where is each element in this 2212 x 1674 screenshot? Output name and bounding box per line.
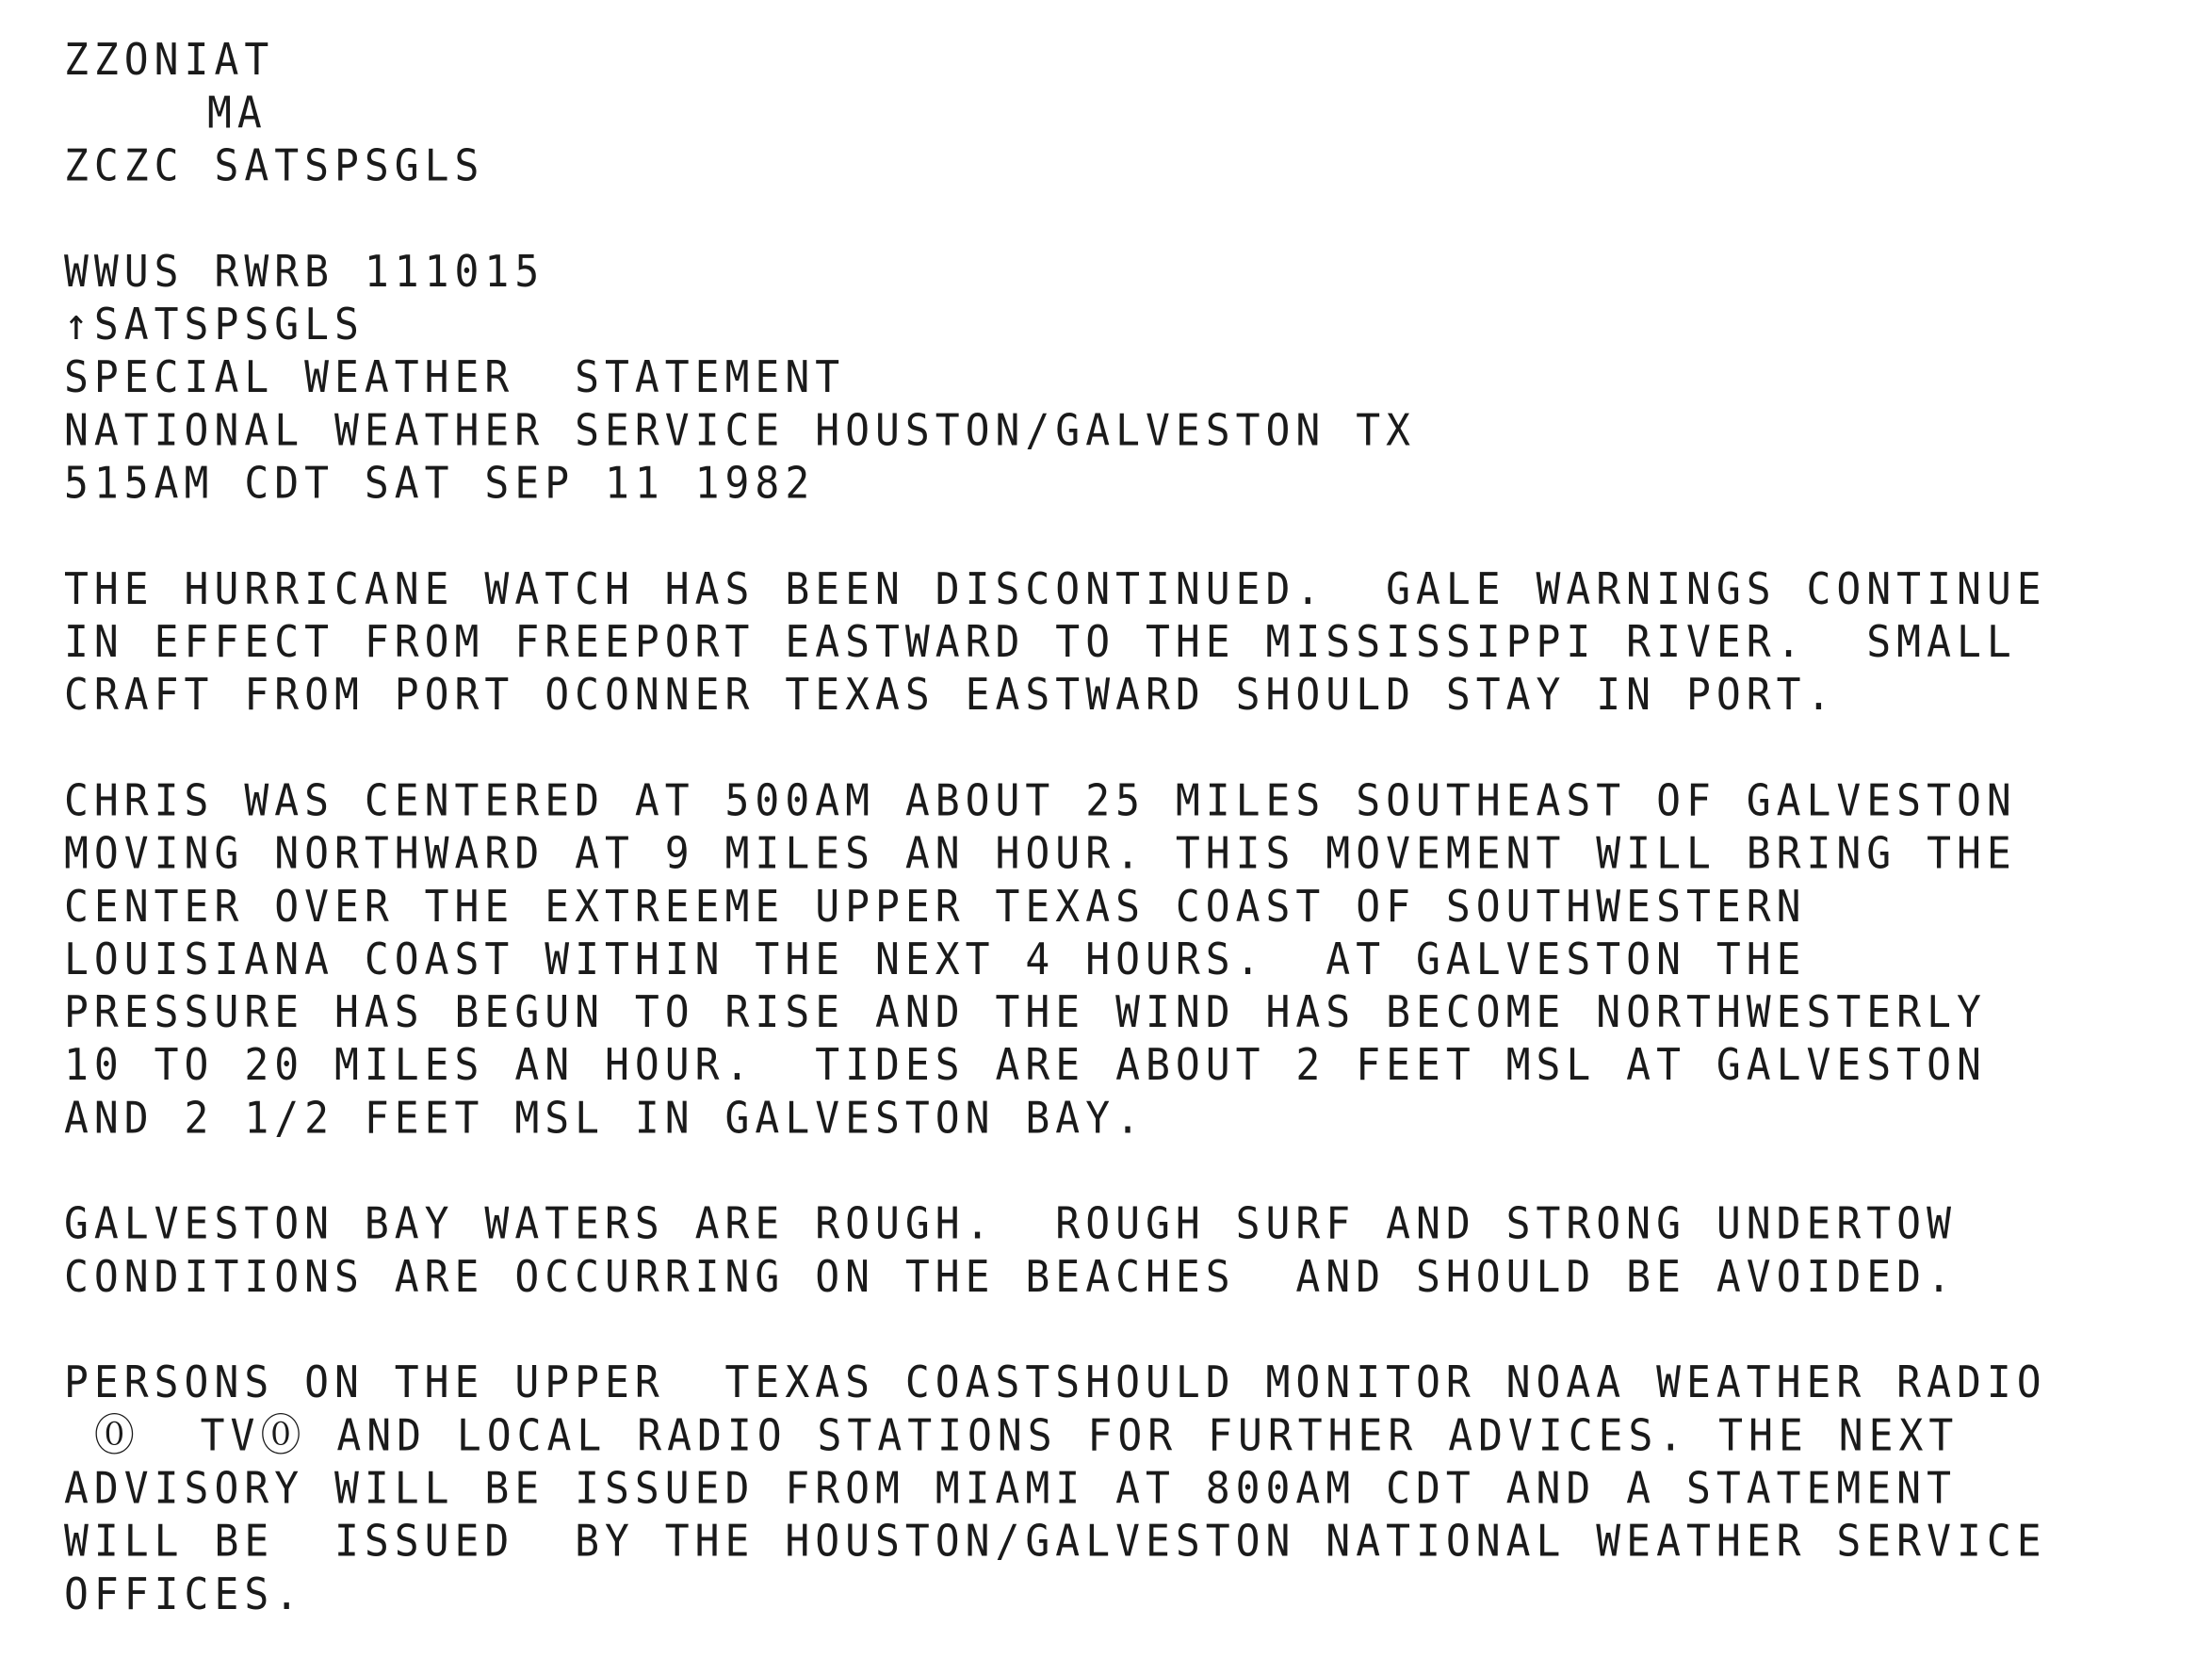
routing-line: ZZONIAT [64,35,275,87]
paragraph-watch [64,563,2174,722]
paragraph-advisory [64,1357,2174,1621]
wmo-header: WWUS RWRB 111015 [64,246,545,298]
text-line: CRAFT FROM PORT OCONNER TEXAS EASTWARD SHOULD STAY IN PORT. [64,670,1837,721]
text-line: WILL BE ISSUED BY THE HOUSTON/GALVESTON NATIONAL WEATHER SERVICE [64,1516,2047,1568]
issue-time: 515AM CDT SAT SEP 11 1982 [64,458,816,510]
statement-heading [64,246,2174,511]
routing-line: MA [207,88,268,139]
text-line: GALVESTON BAY WATERS ARE ROUGH. ROUGH SURF AND STRONG UNDERTOW [64,1198,1957,1250]
text-line: AND 2 1/2 FEET MSL IN GALVESTON BAY. [64,1093,1146,1145]
text-line: PERSONS ON THE UPPER TEXAS COASTSHOULD MONITOR NOAA WEATHER RADIO [64,1357,2047,1409]
paragraph-bay-conditions [64,1198,2174,1304]
routing-line: ZCZC SATSPSGLS [64,140,485,192]
text-line: CONDITIONS ARE OCCURRING ON THE BEACHES AND SHOULD BE AVOIDED. [64,1251,1957,1303]
text-line: ⓪ TV⓪ AND LOCAL RADIO STATIONS FOR FURTHER ADVICES. THE NEXT [64,1410,1960,1462]
text-line: CHRIS WAS CENTERED AT 500AM ABOUT 25 MILES SOUTHEAST OF GALVESTON [64,775,2017,827]
product-id: ↑SATSPSGLS [64,299,365,350]
text-line: ADVISORY WILL BE ISSUED FROM MIAMI AT 800AM CDT AND A STATEMENT [64,1463,1957,1515]
text-line: THE HURRICANE WATCH HAS BEEN DISCONTINUED. GALE WARNINGS CONTINUE [64,563,2047,615]
text-line: LOUISIANA COAST WITHIN THE NEXT 4 HOURS. AT GALVESTON THE [64,934,1807,985]
issuing-office: NATIONAL WEATHER SERVICE HOUSTON/GALVESTON TX [64,405,1416,457]
text-line: IN EFFECT FROM FREEPORT EASTWARD TO THE MISSISSIPPI RIVER. SMALL [64,616,2017,668]
teletype-document [64,34,2174,1674]
statement-title: SPECIAL WEATHER STATEMENT [64,352,846,404]
text-line: OFFICES. [64,1568,305,1620]
paragraph-storm-position [64,774,2174,1145]
text-line: CENTER OVER THE EXTREEME UPPER TEXAS COAST OF SOUTHWESTERN [64,881,1807,933]
text-line: MOVING NORTHWARD AT 9 MILES AN HOUR. THIS MOVEMENT WILL BRING THE [64,828,2017,880]
routing-header [64,34,2174,192]
text-line: PRESSURE HAS BEGUN TO RISE AND THE WIND HAS BECOME NORTHWESTERLY [64,986,1987,1038]
text-line: 10 TO 20 MILES AN HOUR. TIDES ARE ABOUT 2 FEET MSL AT GALVESTON [64,1040,1987,1092]
